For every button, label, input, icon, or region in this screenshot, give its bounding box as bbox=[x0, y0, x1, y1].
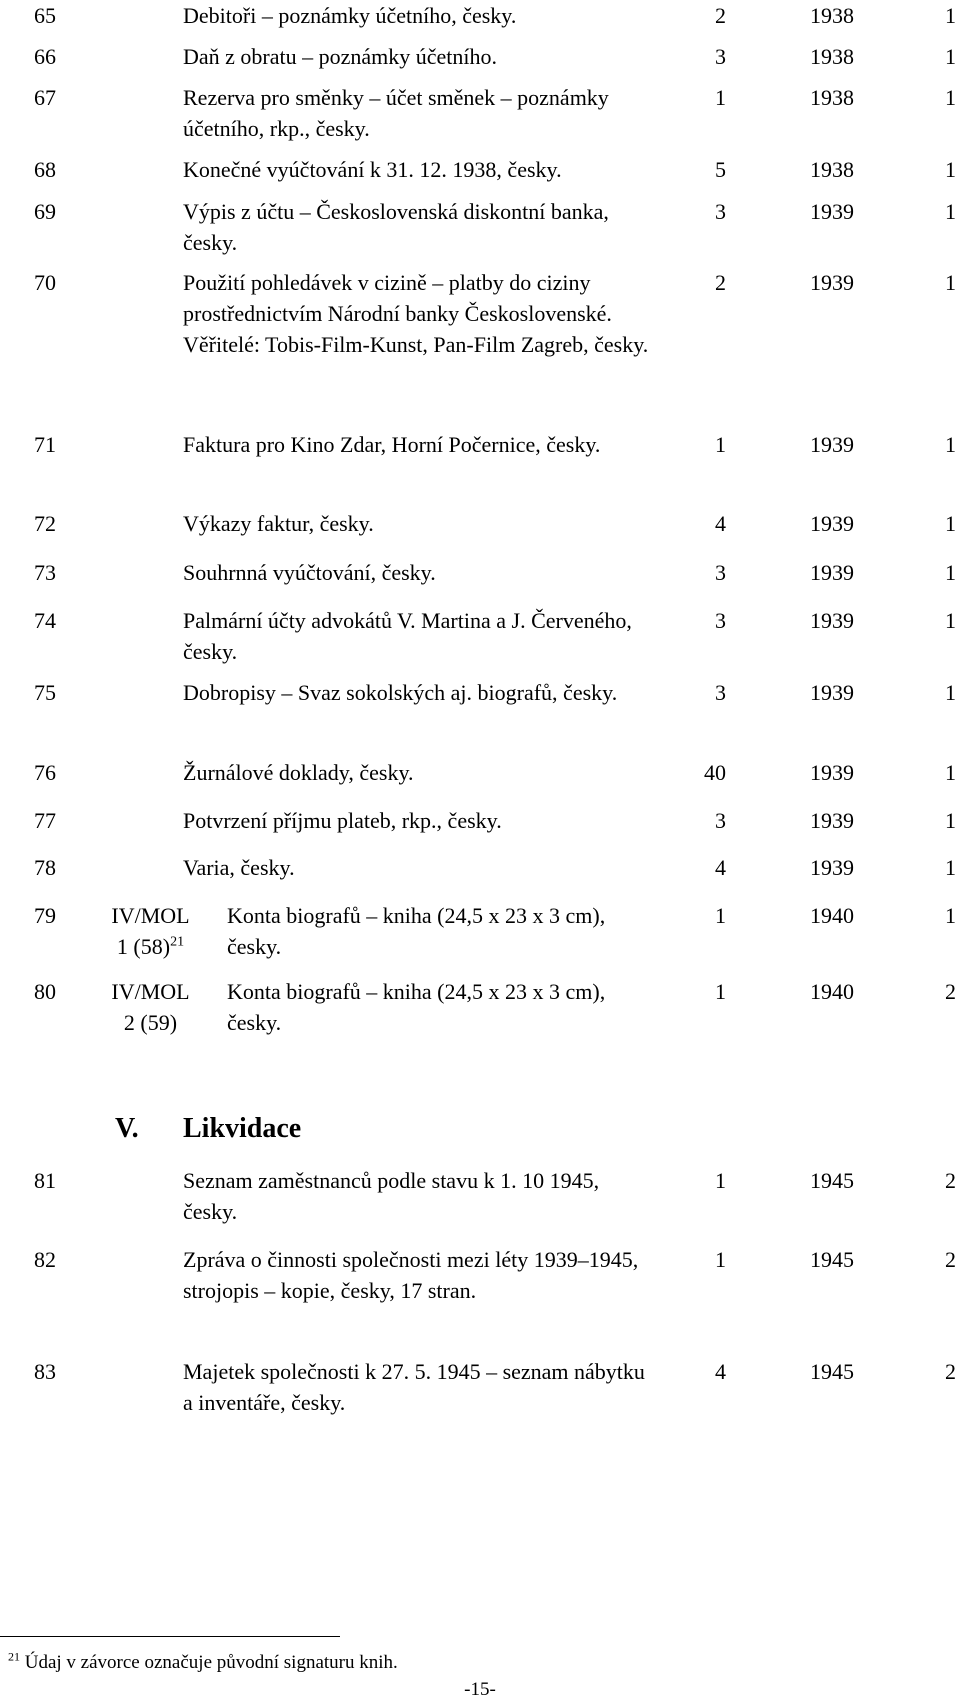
item-year: 1939 bbox=[810, 855, 854, 880]
item-count: 2 bbox=[715, 3, 726, 28]
item-box: 2 bbox=[945, 979, 956, 1004]
item-number: 67 bbox=[34, 85, 56, 110]
item-box: 2 bbox=[945, 1359, 956, 1384]
item-count: 3 bbox=[715, 560, 726, 585]
item-description: Daň z obratu – poznámky účetního. bbox=[183, 44, 498, 69]
item-box: 1 bbox=[945, 432, 956, 457]
item-count: 4 bbox=[715, 511, 726, 536]
item-number: 74 bbox=[34, 608, 56, 633]
item-year: 1939 bbox=[810, 199, 854, 224]
item-count: 40 bbox=[704, 760, 726, 785]
item-number: 83 bbox=[34, 1359, 56, 1384]
footnote-text: Údaj v závorce označuje původní signaturu knih. bbox=[24, 1652, 398, 1673]
item-description: Potvrzení příjmu plateb, rkp., česky. bbox=[183, 808, 502, 833]
signature-line-2: 2 (59) bbox=[123, 1010, 178, 1035]
item-year: 1945 bbox=[810, 1168, 854, 1193]
item-count: 3 bbox=[715, 44, 726, 69]
item-year: 1940 bbox=[810, 903, 854, 928]
item-year: 1939 bbox=[810, 808, 854, 833]
item-description: Zpráva o činnosti společnosti mezi léty 1939–1945, strojopis – kopie, česky, 17 stran. bbox=[183, 1247, 639, 1303]
item-description: Souhrnná vyúčtování, česky. bbox=[183, 560, 436, 585]
item-number: 68 bbox=[34, 157, 56, 182]
item-box: 1 bbox=[945, 903, 956, 928]
item-year: 1939 bbox=[810, 511, 854, 536]
item-box: 1 bbox=[945, 157, 956, 182]
item-count: 1 bbox=[715, 1247, 726, 1272]
item-number: 66 bbox=[34, 44, 56, 69]
item-count: 1 bbox=[715, 903, 726, 928]
item-box: 1 bbox=[945, 3, 956, 28]
item-box: 2 bbox=[945, 1168, 956, 1193]
item-count: 5 bbox=[715, 157, 726, 182]
item-box: 1 bbox=[945, 855, 956, 880]
item-description: Rezerva pro směnky – účet směnek – poznámky účetního, rkp., česky. bbox=[183, 85, 609, 141]
item-description: Majetek společnosti k 27. 5. 1945 – seznam nábytku a inventáře, česky. bbox=[183, 1359, 645, 1415]
footnote-ref: 21 bbox=[170, 934, 185, 950]
item-description: Palmární účty advokátů V. Martina a J. Červeného, česky. bbox=[183, 608, 632, 664]
item-year: 1938 bbox=[810, 157, 854, 182]
item-description: Konečné vyúčtování k 31. 12. 1938, česky. bbox=[183, 157, 562, 182]
item-number: 73 bbox=[34, 560, 56, 585]
item-description: Použití pohledávek v cizině – platby do ciziny prostřednictvím Národní banky Československé. Věřitelé: Tobis-Film-Kunst, Pan-Film Zagreb, česky. bbox=[183, 270, 649, 357]
item-description: Dobropisy – Svaz sokolských aj. biografů, česky. bbox=[183, 680, 618, 705]
item-box: 1 bbox=[945, 270, 956, 295]
item-number: 81 bbox=[34, 1168, 56, 1193]
item-count: 4 bbox=[715, 855, 726, 880]
item-year: 1938 bbox=[810, 3, 854, 28]
item-count: 3 bbox=[715, 808, 726, 833]
item-box: 1 bbox=[945, 511, 956, 536]
item-count: 3 bbox=[715, 199, 726, 224]
item-box: 2 bbox=[945, 1247, 956, 1272]
item-count: 1 bbox=[715, 85, 726, 110]
item-box: 1 bbox=[945, 608, 956, 633]
section-title: Likvidace bbox=[183, 1113, 302, 1144]
item-count: 4 bbox=[715, 1359, 726, 1384]
signature-line-1: IV/MOL bbox=[111, 903, 190, 928]
item-description: Varia, česky. bbox=[183, 855, 295, 880]
item-number: 65 bbox=[34, 3, 56, 28]
item-number: 75 bbox=[34, 680, 56, 705]
item-number: 80 bbox=[34, 979, 56, 1004]
item-number: 71 bbox=[34, 432, 56, 457]
item-number: 82 bbox=[34, 1247, 56, 1272]
item-box: 1 bbox=[945, 85, 956, 110]
footnote bbox=[8, 1651, 398, 1675]
item-description: Žurnálové doklady, česky. bbox=[183, 760, 414, 785]
item-signature bbox=[99, 976, 202, 1038]
item-year: 1939 bbox=[810, 680, 854, 705]
item-year: 1945 bbox=[810, 1359, 854, 1384]
signature-line-1: IV/MOL bbox=[111, 979, 190, 1004]
item-number: 79 bbox=[34, 903, 56, 928]
item-count: 3 bbox=[715, 680, 726, 705]
footnote-marker: 21 bbox=[8, 1649, 20, 1664]
item-number: 77 bbox=[34, 808, 56, 833]
item-description: Konta biografů – kniha (24,5 x 23 x 3 cm), česky. bbox=[227, 903, 606, 959]
item-box: 1 bbox=[945, 808, 956, 833]
item-year: 1939 bbox=[810, 608, 854, 633]
item-box: 1 bbox=[945, 760, 956, 785]
item-year: 1939 bbox=[810, 760, 854, 785]
section-number: V. bbox=[115, 1113, 139, 1144]
item-count: 2 bbox=[715, 270, 726, 295]
item-year: 1945 bbox=[810, 1247, 854, 1272]
item-number: 70 bbox=[34, 270, 56, 295]
item-signature bbox=[99, 900, 202, 962]
item-description: Konta biografů – kniha (24,5 x 23 x 3 cm), česky. bbox=[227, 979, 606, 1035]
item-description: Debitoři – poznámky účetního, česky. bbox=[183, 3, 517, 28]
item-count: 1 bbox=[715, 1168, 726, 1193]
item-description: Faktura pro Kino Zdar, Horní Počernice, česky. bbox=[183, 432, 601, 457]
footnote-divider bbox=[0, 1636, 340, 1637]
item-number: 78 bbox=[34, 855, 56, 880]
item-year: 1940 bbox=[810, 979, 854, 1004]
item-count: 3 bbox=[715, 608, 726, 633]
item-number: 69 bbox=[34, 199, 56, 224]
item-description: Výkazy faktur, česky. bbox=[183, 511, 374, 536]
item-year: 1939 bbox=[810, 432, 854, 457]
item-box: 1 bbox=[945, 199, 956, 224]
item-description: Výpis z účtu – Československá diskontní banka, česky. bbox=[183, 199, 609, 255]
page-number: -15- bbox=[464, 1679, 496, 1700]
signature-line-2: 1 (58) bbox=[116, 934, 171, 959]
item-box: 1 bbox=[945, 560, 956, 585]
item-count: 1 bbox=[715, 432, 726, 457]
item-year: 1938 bbox=[810, 85, 854, 110]
item-year: 1939 bbox=[810, 270, 854, 295]
item-year: 1939 bbox=[810, 560, 854, 585]
item-year: 1938 bbox=[810, 44, 854, 69]
item-box: 1 bbox=[945, 680, 956, 705]
item-number: 76 bbox=[34, 760, 56, 785]
item-number: 72 bbox=[34, 511, 56, 536]
item-box: 1 bbox=[945, 44, 956, 69]
item-description: Seznam zaměstnanců podle stavu k 1. 10 1945, česky. bbox=[183, 1168, 600, 1224]
item-count: 1 bbox=[715, 979, 726, 1004]
